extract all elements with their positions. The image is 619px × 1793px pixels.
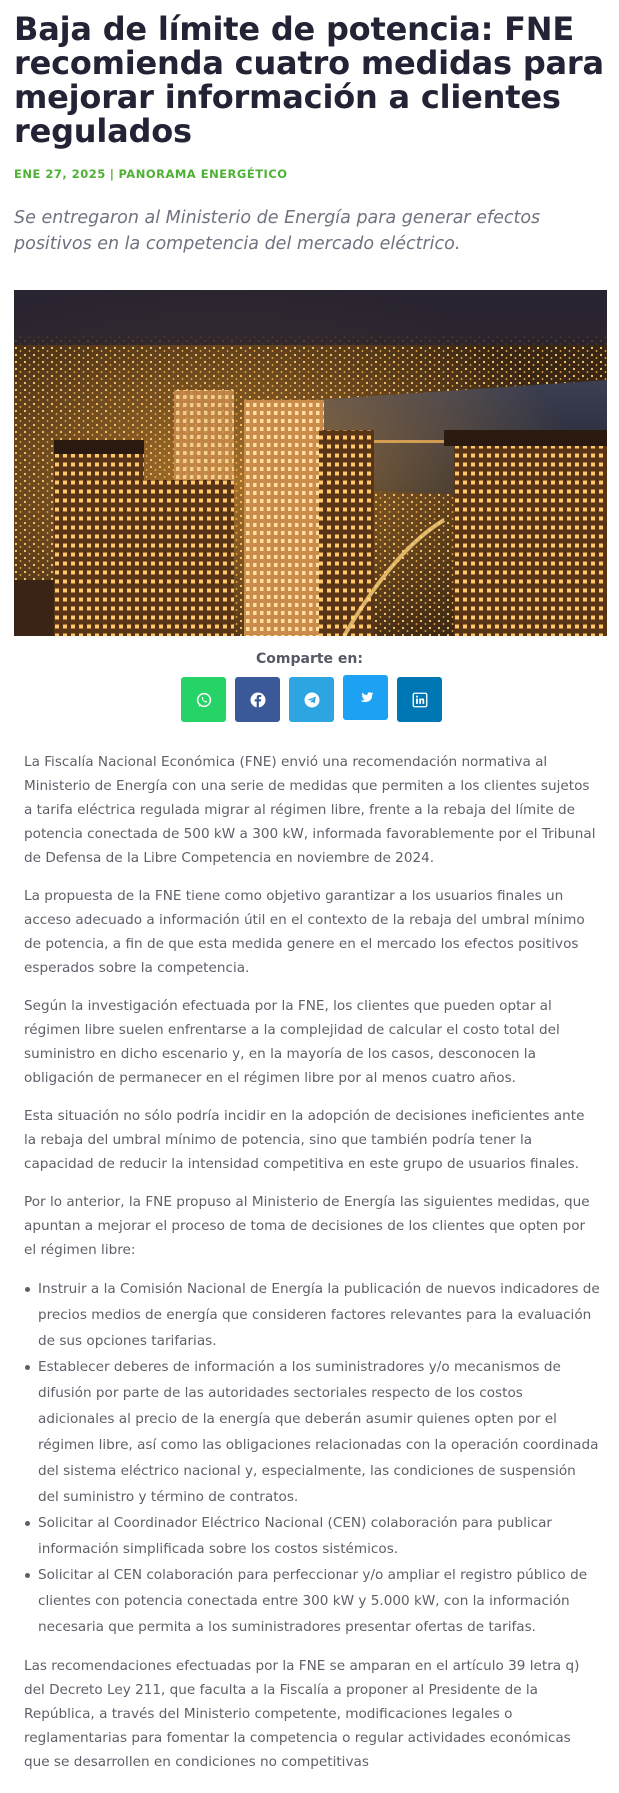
paragraph: Por lo anterior, la FNE propuso al Ministerio de Energía las siguientes medidas, que apuntan a mejorar el proceso de toma de decisiones de los clientes que opten por el régimen libre: [24,1194,590,1258]
facebook-share-button[interactable] [235,677,280,722]
linkedin-icon [411,691,429,709]
linkedin-share-button[interactable] [397,677,442,722]
article-title: Baja de límite de potencia: FNE recomienda cuatro medidas para mejorar información a clientes regulados [14,10,604,150]
article-body [24,750,600,1788]
article-category[interactable]: PANORAMA ENERGÉTICO [118,167,288,181]
facebook-icon [249,691,267,709]
list-item: Solicitar al Coordinador Eléctrico Nacional (CEN) colaboración para publicar información simplificada sobre los costos sistémicos. [24,1510,600,1562]
paragraph: Esta situación no sólo podría incidir en la adopción de decisiones ineficientes ante la rebaja del umbral mínimo de potencia, sino que también podría tener la capacidad de reducir la intensidad competitiva en este grupo de usuarios finales. [24,1108,585,1172]
list-item: Establecer deberes de información a los suministradores y/o mecanismos de difusión por parte de las autoridades sectoriales respecto de los costos adicionales al precio de la energía que deberán asumir quienes opten por el régimen libre, así como las obligaciones relacionadas con la operación coordinada del sistema eléctrico nacional y, especialmente, las condiciones de suspensión del suministro y término de contratos. [24,1354,600,1510]
share-label: Comparte en: [256,651,363,667]
whatsapp-icon [195,691,213,709]
whatsapp-share-button[interactable] [181,677,226,722]
twitter-icon [357,689,375,707]
list-item: Instruir a la Comisión Nacional de Energía la publicación de nuevos indicadores de precios medios de energía que consideren factores relevantes para la evaluación de sus opciones tarifarias. [24,1276,600,1354]
twitter-share-button[interactable] [343,675,388,720]
article-subtitle: Se entregaron al Ministerio de Energía para generar efectos positivos en la competencia del mercado eléctrico. [14,208,541,254]
share-buttons [181,677,441,722]
list-item: Solicitar al CEN colaboración para perfeccionar y/o ampliar el registro público de clientes con potencia conectada entre 300 kW y 5.000 kW, con la información necesaria que permita a los suministradores presentar ofertas de tarifas. [24,1562,600,1640]
meta-separator: | [109,167,115,181]
article-date: ENE 27, 2025 [14,167,106,181]
paragraph: Según la investigación efectuada por la FNE, los clientes que pueden optar al régimen libre suelen enfrentarse a la complejidad de calcular el costo total del suministro en dicho escenario y, en la mayoría de los casos, desconocen la obligación de permanecer en el régimen libre por al menos cuatro años. [24,998,560,1086]
telegram-share-button[interactable] [289,677,334,722]
night-city-skyline-photo [14,290,607,636]
telegram-icon [303,691,321,709]
hero-image [14,290,607,636]
paragraph: La Fiscalía Nacional Económica (FNE) envió una recomendación normativa al Ministerio de Energía con una serie de medidas que permiten a los clientes sujetos a tarifa eléctrica regulada migrar al régimen libre, frente a la rebaja del límite de potencia conectada de 500 kW a 300 kW, informada favorablemente por el Tribunal de Defensa de la Libre Competencia en noviembre de 2024. [24,754,596,866]
paragraph: La propuesta de la FNE tiene como objetivo garantizar a los usuarios finales un acceso adecuado a información útil en el contexto de la rebaja del umbral mínimo de potencia, a fin de que esta medida genere en el mercado los efectos positivos esperados sobre la competencia. [24,888,585,976]
article-meta [14,167,288,181]
measures-list [24,1276,600,1640]
closing-paragraph: Las recomendaciones efectuadas por la FNE se amparan en el artículo 39 letra q) del Decreto Ley 211, que faculta a la Fiscalía a proponer al Presidente de la República, a través del Ministerio competente, modificaciones legales o reglamentarias para fomentar la competencia o regular actividades económicas que se desarrollen en condiciones no competitivas [24,1658,580,1770]
